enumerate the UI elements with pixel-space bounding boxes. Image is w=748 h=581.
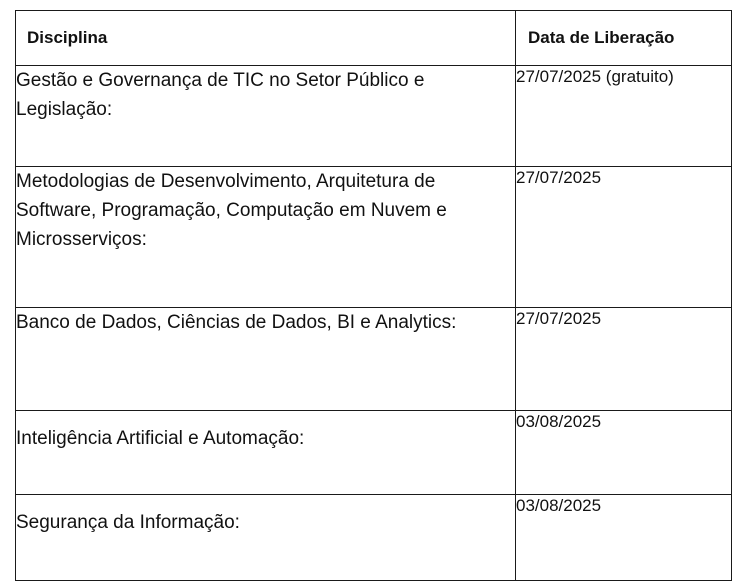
table-row <box>16 167 732 308</box>
release-date-cell: 03/08/2025 <box>516 495 732 581</box>
table-body <box>16 66 732 581</box>
column-header-release-date: Data de Liberação <box>516 11 732 66</box>
table-row <box>16 66 732 167</box>
table-row <box>16 308 732 411</box>
release-date-cell: 03/08/2025 <box>516 411 732 495</box>
discipline-cell: Segurança da Informação: <box>16 495 516 581</box>
discipline-cell: Gestão e Governança de TIC no Setor Público e Legislação: <box>16 66 516 167</box>
table-header <box>16 11 732 66</box>
table-row <box>16 411 732 495</box>
release-schedule-table <box>15 10 732 581</box>
release-date-cell: 27/07/2025 <box>516 167 732 308</box>
discipline-cell: Banco de Dados, Ciências de Dados, BI e Analytics: <box>16 308 516 411</box>
table-row <box>16 495 732 581</box>
discipline-cell: Metodologias de Desenvolvimento, Arquitetura de Software, Programação, Computação em Nuvem e Microsserviços: <box>16 167 516 308</box>
column-header-discipline: Disciplina <box>16 11 516 66</box>
header-row <box>16 11 732 66</box>
discipline-cell: Inteligência Artificial e Automação: <box>16 411 516 495</box>
release-date-cell: 27/07/2025 <box>516 308 732 411</box>
release-date-cell: 27/07/2025 (gratuito) <box>516 66 732 167</box>
